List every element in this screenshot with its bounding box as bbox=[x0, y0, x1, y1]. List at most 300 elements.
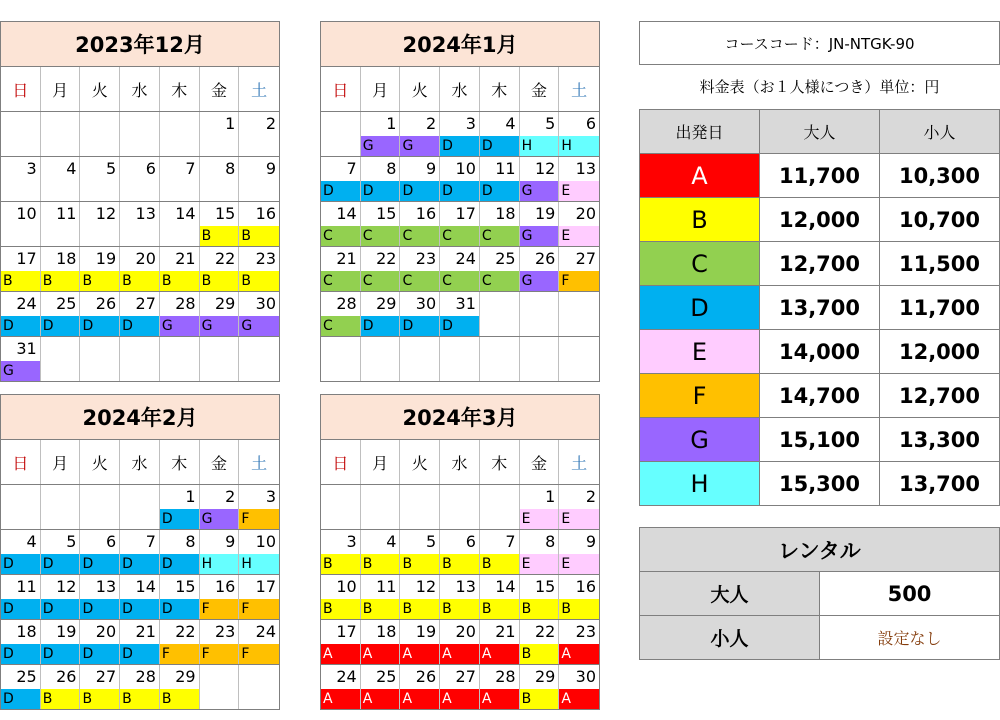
price-row bbox=[640, 330, 1000, 374]
day-number: 4 bbox=[66, 159, 77, 178]
day-number: 27 bbox=[575, 249, 597, 268]
price-code-band: B bbox=[440, 599, 479, 619]
day-cell bbox=[1, 485, 41, 529]
price-code-band: B bbox=[400, 554, 439, 574]
price-code-label: E bbox=[640, 330, 760, 374]
calendar-2024-01 bbox=[320, 21, 600, 382]
day-number: 31 bbox=[455, 294, 476, 313]
header-departure: 出発日 bbox=[640, 110, 760, 154]
day-cell bbox=[480, 530, 520, 574]
day-cell bbox=[160, 247, 200, 291]
day-number: 24 bbox=[16, 294, 37, 313]
day-cell bbox=[239, 337, 279, 381]
calendar-2023-12 bbox=[0, 21, 280, 382]
day-number: 22 bbox=[214, 249, 236, 268]
day-number: 5 bbox=[545, 114, 556, 133]
day-number: 21 bbox=[175, 249, 196, 268]
price-code-band: E bbox=[520, 554, 559, 574]
day-cell bbox=[1, 247, 41, 291]
calendar-week bbox=[321, 292, 599, 337]
weekday-label: 金 bbox=[520, 440, 560, 484]
day-cell bbox=[200, 157, 240, 201]
course-code-box: コースコード：JN-NTGK-90 bbox=[639, 21, 1000, 65]
day-cell bbox=[480, 665, 520, 709]
price-code-band: D bbox=[120, 554, 159, 574]
day-number: 1 bbox=[185, 487, 196, 506]
price-code-band: C bbox=[321, 226, 360, 246]
day-number: 17 bbox=[336, 622, 357, 641]
day-cell bbox=[480, 157, 520, 201]
day-number: 10 bbox=[336, 577, 357, 596]
weekday-label: 日 bbox=[1, 67, 41, 111]
calendar-week bbox=[1, 665, 279, 709]
day-cell bbox=[120, 337, 160, 381]
price-row bbox=[640, 242, 1000, 286]
calendar-title: 2023年12月 bbox=[1, 22, 279, 67]
day-number: 6 bbox=[585, 114, 597, 133]
price-code-label: A bbox=[640, 154, 760, 198]
day-cell bbox=[160, 620, 200, 664]
day-cell bbox=[41, 247, 81, 291]
day-number: 28 bbox=[495, 667, 516, 686]
day-number: 14 bbox=[135, 577, 156, 596]
day-cell bbox=[559, 247, 599, 291]
day-cell bbox=[41, 485, 81, 529]
day-cell bbox=[400, 575, 440, 619]
day-cell bbox=[400, 485, 440, 529]
day-cell bbox=[559, 157, 599, 201]
child-price: 10,700 bbox=[880, 198, 1000, 242]
day-cell bbox=[559, 292, 599, 336]
day-number: 28 bbox=[175, 294, 196, 313]
price-code-label: B bbox=[640, 198, 760, 242]
price-code-band: B bbox=[400, 599, 439, 619]
day-number: 5 bbox=[105, 159, 117, 178]
day-cell bbox=[120, 247, 160, 291]
day-cell bbox=[41, 157, 81, 201]
day-number: 29 bbox=[534, 667, 556, 686]
day-cell bbox=[200, 337, 240, 381]
calendar-title: 2024年1月 bbox=[321, 22, 599, 67]
day-cell bbox=[321, 112, 361, 156]
day-number: 6 bbox=[145, 159, 156, 178]
day-cell bbox=[80, 530, 120, 574]
day-cell bbox=[400, 112, 440, 156]
day-cell bbox=[480, 485, 520, 529]
price-code-band: A bbox=[361, 689, 400, 709]
day-number: 8 bbox=[185, 532, 196, 551]
day-cell bbox=[120, 575, 160, 619]
day-cell bbox=[1, 337, 41, 381]
weekday-label: 日 bbox=[1, 440, 41, 484]
day-cell bbox=[200, 620, 240, 664]
day-cell bbox=[480, 337, 520, 381]
price-code-band: B bbox=[160, 689, 199, 709]
day-number: 22 bbox=[534, 622, 556, 641]
calendar-week bbox=[1, 112, 279, 157]
price-code-band: D bbox=[80, 644, 119, 664]
day-cell bbox=[80, 292, 120, 336]
price-code-band: B bbox=[559, 599, 599, 619]
day-number: 9 bbox=[225, 532, 236, 551]
price-code-band: B bbox=[41, 689, 80, 709]
day-cell bbox=[41, 665, 81, 709]
weekday-header bbox=[321, 67, 599, 112]
day-number: 26 bbox=[95, 294, 117, 313]
day-number: 17 bbox=[455, 204, 476, 223]
weekday-label: 木 bbox=[480, 67, 520, 111]
price-code-band: F bbox=[239, 599, 279, 619]
day-number: 9 bbox=[425, 159, 437, 178]
weekday-label: 火 bbox=[400, 67, 440, 111]
price-code-band: D bbox=[400, 316, 439, 336]
price-code-band: E bbox=[559, 226, 599, 246]
price-code-band: C bbox=[321, 271, 360, 291]
day-cell bbox=[200, 202, 240, 246]
day-cell bbox=[120, 485, 160, 529]
day-cell bbox=[400, 202, 440, 246]
day-number: 23 bbox=[575, 622, 597, 641]
day-cell bbox=[440, 575, 480, 619]
price-code-band: H bbox=[559, 136, 599, 156]
price-code-band: B bbox=[520, 644, 559, 664]
price-code-band: C bbox=[361, 226, 400, 246]
price-code-band: D bbox=[1, 554, 40, 574]
price-code-band: C bbox=[480, 226, 519, 246]
day-number: 29 bbox=[175, 667, 196, 686]
day-cell bbox=[41, 112, 81, 156]
day-number: 15 bbox=[175, 577, 196, 596]
day-cell bbox=[321, 157, 361, 201]
calendar-body bbox=[321, 112, 599, 381]
price-row bbox=[640, 374, 1000, 418]
child-price: 13,700 bbox=[880, 462, 1000, 506]
day-cell bbox=[520, 157, 560, 201]
day-number: 13 bbox=[455, 577, 476, 596]
day-number: 7 bbox=[505, 532, 516, 551]
calendar-2024-02 bbox=[0, 394, 280, 710]
day-number: 2 bbox=[585, 487, 597, 506]
day-cell bbox=[520, 112, 560, 156]
day-number: 22 bbox=[376, 249, 397, 268]
calendar-week bbox=[321, 530, 599, 575]
price-code-band: D bbox=[41, 599, 80, 619]
day-cell bbox=[160, 485, 200, 529]
price-code-band: D bbox=[41, 554, 80, 574]
calendar-week bbox=[1, 292, 279, 337]
price-row bbox=[640, 418, 1000, 462]
day-number: 29 bbox=[214, 294, 236, 313]
price-code-band: G bbox=[520, 226, 559, 246]
day-cell bbox=[120, 202, 160, 246]
price-code-band: B bbox=[41, 271, 80, 291]
day-number: 2 bbox=[425, 114, 437, 133]
day-cell bbox=[559, 665, 599, 709]
day-cell bbox=[321, 202, 361, 246]
day-cell bbox=[80, 620, 120, 664]
day-cell bbox=[520, 247, 560, 291]
price-code-band: C bbox=[321, 316, 360, 336]
price-code-band: A bbox=[559, 689, 599, 709]
price-code-band: D bbox=[80, 554, 119, 574]
day-cell bbox=[440, 665, 480, 709]
day-cell bbox=[41, 620, 81, 664]
day-number: 4 bbox=[386, 532, 397, 551]
day-cell bbox=[160, 202, 200, 246]
weekday-label: 月 bbox=[41, 440, 81, 484]
day-number: 18 bbox=[376, 622, 397, 641]
weekday-label: 月 bbox=[361, 440, 401, 484]
day-cell bbox=[400, 247, 440, 291]
day-cell bbox=[480, 202, 520, 246]
price-code-band: B bbox=[200, 226, 239, 246]
calendar-week bbox=[321, 337, 599, 381]
day-cell bbox=[520, 292, 560, 336]
day-number: 10 bbox=[455, 159, 476, 178]
day-number: 17 bbox=[16, 249, 37, 268]
day-cell bbox=[1, 575, 41, 619]
price-code-band: A bbox=[480, 644, 519, 664]
day-number: 3 bbox=[346, 532, 357, 551]
weekday-label: 火 bbox=[400, 440, 440, 484]
price-code-band: H bbox=[520, 136, 559, 156]
day-number: 5 bbox=[66, 532, 77, 551]
child-price: 11,500 bbox=[880, 242, 1000, 286]
day-number: 11 bbox=[376, 577, 397, 596]
day-number: 10 bbox=[255, 532, 277, 551]
price-code-band: B bbox=[239, 226, 279, 246]
day-number: 20 bbox=[455, 622, 476, 641]
price-code-band: G bbox=[160, 316, 199, 336]
price-code-band: A bbox=[559, 644, 599, 664]
price-code-band: F bbox=[200, 599, 239, 619]
price-code-band: A bbox=[440, 689, 479, 709]
day-number: 28 bbox=[336, 294, 357, 313]
price-code-band: D bbox=[440, 181, 479, 201]
weekday-label: 水 bbox=[440, 440, 480, 484]
weekday-label: 火 bbox=[80, 440, 120, 484]
price-code-band: B bbox=[480, 554, 519, 574]
day-cell bbox=[160, 337, 200, 381]
day-cell bbox=[200, 485, 240, 529]
weekday-label: 木 bbox=[480, 440, 520, 484]
day-cell bbox=[440, 485, 480, 529]
day-cell bbox=[361, 575, 401, 619]
price-code-band: E bbox=[520, 509, 559, 529]
day-number: 9 bbox=[585, 532, 597, 551]
day-cell bbox=[361, 530, 401, 574]
price-code-band: C bbox=[361, 271, 400, 291]
price-code-band: A bbox=[321, 644, 360, 664]
price-code-band: C bbox=[400, 271, 439, 291]
price-code-band: H bbox=[200, 554, 239, 574]
price-code-band: D bbox=[321, 181, 360, 201]
day-cell bbox=[440, 620, 480, 664]
day-cell bbox=[120, 157, 160, 201]
day-number: 3 bbox=[26, 159, 37, 178]
day-number: 15 bbox=[214, 204, 236, 223]
calendar-week bbox=[321, 202, 599, 247]
adult-price: 13,700 bbox=[760, 286, 880, 330]
day-number: 21 bbox=[336, 249, 357, 268]
price-code-band: G bbox=[520, 271, 559, 291]
day-number: 29 bbox=[376, 294, 397, 313]
day-number: 22 bbox=[175, 622, 196, 641]
day-number: 2 bbox=[265, 114, 277, 133]
day-cell bbox=[80, 337, 120, 381]
day-cell bbox=[80, 202, 120, 246]
day-cell bbox=[321, 485, 361, 529]
calendar-week bbox=[1, 485, 279, 530]
day-cell bbox=[361, 292, 401, 336]
adult-price: 14,000 bbox=[760, 330, 880, 374]
weekday-label: 日 bbox=[321, 440, 361, 484]
day-number: 27 bbox=[95, 667, 117, 686]
day-cell bbox=[80, 112, 120, 156]
day-number: 25 bbox=[16, 667, 37, 686]
day-cell bbox=[239, 202, 279, 246]
adult-price: 12,000 bbox=[760, 198, 880, 242]
price-body bbox=[640, 154, 1000, 506]
calendar-week bbox=[1, 337, 279, 381]
day-cell bbox=[1, 620, 41, 664]
day-number: 12 bbox=[415, 577, 437, 596]
day-number: 12 bbox=[534, 159, 556, 178]
price-code-band: F bbox=[559, 271, 599, 291]
day-number: 19 bbox=[56, 622, 77, 641]
day-cell bbox=[1, 530, 41, 574]
price-code-band: C bbox=[400, 226, 439, 246]
header-adult: 大人 bbox=[760, 110, 880, 154]
price-code-band: G bbox=[200, 316, 239, 336]
rental-adult-value: 500 bbox=[820, 572, 1000, 616]
day-number: 7 bbox=[185, 159, 196, 178]
price-code-band: D bbox=[1, 599, 40, 619]
calendar-week bbox=[1, 157, 279, 202]
child-price: 12,000 bbox=[880, 330, 1000, 374]
day-cell bbox=[120, 292, 160, 336]
day-number: 1 bbox=[545, 487, 556, 506]
day-number: 20 bbox=[575, 204, 597, 223]
price-code-band: D bbox=[160, 599, 199, 619]
day-cell bbox=[400, 157, 440, 201]
day-cell bbox=[200, 575, 240, 619]
day-cell bbox=[80, 157, 120, 201]
day-number: 28 bbox=[135, 667, 156, 686]
price-code-band: C bbox=[440, 271, 479, 291]
price-code-band: C bbox=[480, 271, 519, 291]
price-code-band: G bbox=[520, 181, 559, 201]
day-number: 16 bbox=[255, 204, 277, 223]
price-code-band: D bbox=[120, 316, 159, 336]
day-cell bbox=[361, 157, 401, 201]
day-number: 25 bbox=[56, 294, 77, 313]
day-number: 30 bbox=[575, 667, 597, 686]
day-cell bbox=[440, 337, 480, 381]
weekday-label: 金 bbox=[520, 67, 560, 111]
day-number: 3 bbox=[265, 487, 277, 506]
rental-child-label: 小人 bbox=[640, 616, 820, 660]
day-number: 17 bbox=[255, 577, 277, 596]
day-cell bbox=[120, 620, 160, 664]
day-number: 8 bbox=[386, 159, 397, 178]
day-cell bbox=[1, 665, 41, 709]
price-table bbox=[639, 109, 1000, 506]
day-cell bbox=[400, 292, 440, 336]
day-number: 14 bbox=[175, 204, 196, 223]
day-cell bbox=[80, 665, 120, 709]
price-code-band: F bbox=[200, 644, 239, 664]
price-code-band: G bbox=[239, 316, 279, 336]
calendar-body bbox=[321, 485, 599, 709]
day-number: 18 bbox=[56, 249, 77, 268]
weekday-label: 日 bbox=[321, 67, 361, 111]
day-cell bbox=[41, 202, 81, 246]
price-code-band: B bbox=[480, 599, 519, 619]
day-cell bbox=[239, 665, 279, 709]
day-number: 25 bbox=[376, 667, 397, 686]
price-header-row bbox=[640, 110, 1000, 154]
day-cell bbox=[321, 530, 361, 574]
day-cell bbox=[361, 485, 401, 529]
weekday-label: 金 bbox=[200, 67, 240, 111]
day-cell bbox=[559, 485, 599, 529]
price-code-band: A bbox=[480, 689, 519, 709]
day-cell bbox=[520, 620, 560, 664]
price-code-label: D bbox=[640, 286, 760, 330]
day-number: 27 bbox=[135, 294, 156, 313]
price-code-band: B bbox=[200, 271, 239, 291]
price-code-band: B bbox=[520, 599, 559, 619]
day-number: 14 bbox=[495, 577, 516, 596]
day-cell bbox=[400, 665, 440, 709]
price-code-band: D bbox=[80, 599, 119, 619]
price-code-band: B bbox=[120, 271, 159, 291]
child-price: 13,300 bbox=[880, 418, 1000, 462]
day-number: 1 bbox=[386, 114, 397, 133]
weekday-label: 水 bbox=[120, 67, 160, 111]
day-number: 13 bbox=[95, 577, 117, 596]
day-cell bbox=[559, 575, 599, 619]
price-row bbox=[640, 154, 1000, 198]
day-cell bbox=[80, 247, 120, 291]
day-number: 6 bbox=[105, 532, 117, 551]
day-cell bbox=[239, 247, 279, 291]
day-cell bbox=[321, 620, 361, 664]
price-code-band: F bbox=[160, 644, 199, 664]
price-code-band: G bbox=[361, 136, 400, 156]
price-code-band: A bbox=[400, 689, 439, 709]
price-code-band: B bbox=[321, 599, 360, 619]
calendar-2024-03 bbox=[320, 394, 600, 710]
price-code-band: G bbox=[200, 509, 239, 529]
day-cell bbox=[120, 665, 160, 709]
day-cell bbox=[520, 665, 560, 709]
price-code-band: D bbox=[41, 644, 80, 664]
day-cell bbox=[520, 575, 560, 619]
day-cell bbox=[239, 575, 279, 619]
price-row bbox=[640, 198, 1000, 242]
calendar-week bbox=[321, 575, 599, 620]
weekday-label: 火 bbox=[80, 67, 120, 111]
day-number: 26 bbox=[415, 667, 437, 686]
day-cell bbox=[440, 247, 480, 291]
day-number: 25 bbox=[495, 249, 516, 268]
calendar-week bbox=[1, 202, 279, 247]
day-number: 12 bbox=[56, 577, 77, 596]
day-cell bbox=[120, 530, 160, 574]
day-cell bbox=[120, 112, 160, 156]
